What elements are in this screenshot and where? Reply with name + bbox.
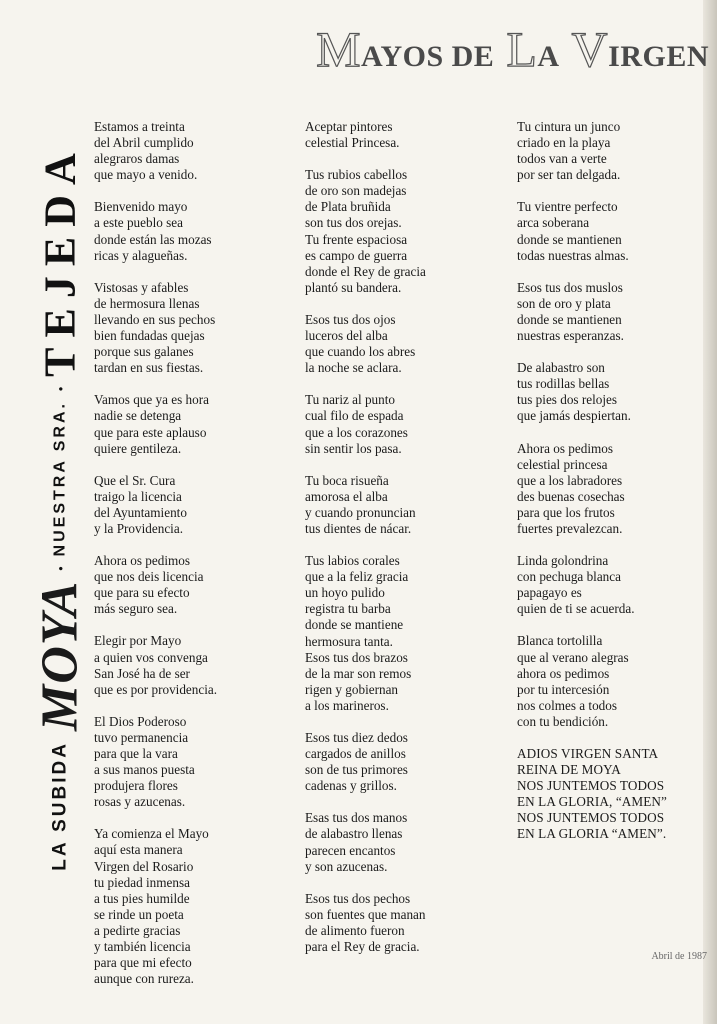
verse-line: a quien vos convenga — [94, 649, 208, 665]
title-initial-l: L — [506, 21, 538, 77]
poem-column-2 — [305, 119, 505, 971]
footer-date: Abril de 1987 — [651, 951, 707, 962]
verse-line: de alabastro llenas — [305, 826, 403, 842]
verse-line: criado en la playa — [517, 135, 611, 151]
verse-line: donde se mantienen — [517, 231, 622, 247]
stanza — [517, 119, 717, 183]
title-word-a: A — [537, 40, 560, 73]
verse-line: Esos tus dos pechos — [305, 890, 411, 906]
side-banner-la-subida: LA SUBIDA — [49, 741, 70, 871]
verse-line: Esos tus diez dedos — [305, 730, 408, 745]
verse-line: tus rodillas bellas — [517, 376, 610, 392]
verse-line: de hermosura llenas — [94, 295, 200, 311]
verse-line: que cuando los abres — [305, 344, 416, 360]
verse-line: sin sentir los pasa. — [305, 440, 402, 456]
stanza — [94, 199, 294, 263]
verse-line: por tu intercesión — [517, 681, 610, 697]
stanza — [517, 441, 717, 538]
stanza — [94, 553, 294, 617]
verse-line: y también licencia — [94, 939, 191, 955]
verse-line: NOS JUNTEMOS TODOS — [517, 778, 665, 794]
verse-line: Tu frente espaciosa — [305, 231, 408, 247]
verse-line: celestial Princesa. — [305, 135, 400, 151]
verse-line: parecen encantos — [305, 842, 396, 858]
verse-line: donde el Rey de gracia — [305, 263, 426, 279]
verse-line: Ahora os pedimos — [517, 440, 613, 456]
stanza — [94, 473, 294, 537]
verse-line: Linda golondrina — [517, 553, 609, 569]
verse-line: para el Rey de gracia. — [305, 939, 420, 955]
verse-line: y la Providencia. — [94, 520, 183, 536]
stanza — [517, 746, 717, 843]
verse-line: son de tus primores — [305, 762, 408, 778]
verse-line: todas nuestras almas. — [517, 247, 629, 263]
verse-line: cadenas y grillos. — [305, 778, 397, 794]
verse-line: Elegir por Mayo — [94, 633, 182, 649]
verse-line: De alabastro son — [517, 360, 605, 376]
verse-line: des buenas cosechas — [517, 488, 625, 504]
verse-line: traigo la licencia — [94, 488, 182, 504]
poem-column-1 — [94, 119, 294, 1003]
verse-line: ahora os pedimos — [517, 665, 610, 681]
verse-line: son fuentes que manan — [305, 906, 426, 922]
verse-line: nuestras esperanzas. — [517, 328, 624, 344]
verse-line: donde están las mozas — [94, 231, 212, 247]
verse-line: es campo de guerra — [305, 247, 408, 263]
verse-line: Tu boca risueña — [305, 472, 389, 488]
title-word-ayos-de: AYOS DE — [361, 40, 495, 73]
verse-line: con tu bendición. — [517, 713, 609, 729]
verse-line: quiere gentileza. — [94, 440, 182, 456]
side-banner — [31, 112, 89, 902]
verse-line: para que los frutos — [517, 504, 615, 520]
verse-line: son tus dos orejas. — [305, 215, 402, 231]
verse-line: Ahora os pedimos — [94, 553, 190, 569]
verse-line: de la mar son remos — [305, 665, 412, 681]
stanza — [305, 473, 505, 537]
verse-line: EN LA GLORIA, “AMEN” — [517, 794, 667, 810]
stanza — [94, 826, 294, 987]
verse-line: a los marineros. — [305, 697, 389, 713]
verse-line: Estamos a treinta — [94, 119, 185, 134]
verse-line: REINA DE MOYA — [517, 762, 621, 778]
stanza — [305, 392, 505, 456]
verse-line: más seguro sea. — [94, 601, 178, 617]
verse-line: que jamás despiertan. — [517, 408, 631, 424]
verse-line: del Ayuntamiento — [94, 504, 187, 520]
verse-line: amorosa el alba — [305, 488, 388, 504]
verse-line: tuvo permanencia — [94, 729, 189, 745]
stanza — [305, 730, 505, 794]
verse-line: Esos tus dos brazos — [305, 649, 408, 665]
verse-line: Esas tus dos manos — [305, 810, 408, 826]
verse-line: Virgen del Rosario — [94, 858, 194, 874]
verse-line: bien fundadas quejas — [94, 328, 205, 344]
verse-line: a tus pies humilde — [94, 890, 190, 906]
stanza — [305, 312, 505, 376]
verse-line: NOS JUNTEMOS TODOS — [517, 810, 665, 826]
verse-line: fuertes prevalezcan. — [517, 520, 623, 536]
verse-line: El Dios Poderoso — [94, 713, 187, 729]
stanza — [305, 119, 505, 151]
verse-line: un hoyo pulido — [305, 585, 385, 601]
verse-line: tardan en sus fiestas. — [94, 360, 204, 376]
verse-line: Tus rubios cabellos — [305, 167, 408, 183]
verse-line: Aceptar pintores — [305, 119, 393, 134]
verse-line: que a la feliz gracia — [305, 569, 409, 585]
verse-line: por ser tan delgada. — [517, 167, 621, 183]
verse-line: aunque con rureza. — [94, 971, 194, 987]
verse-line: que mayo a venido. — [94, 167, 198, 183]
side-banner-tejeda: TEJEDA — [35, 143, 85, 377]
verse-line: Que el Sr. Cura — [94, 472, 176, 488]
verse-line: a sus manos puesta — [94, 762, 195, 778]
verse-line: para que mi efecto — [94, 955, 192, 971]
verse-line: y son azucenas. — [305, 858, 388, 874]
verse-line: Tu nariz al punto — [305, 392, 395, 408]
verse-line: Tu vientre perfecto — [517, 199, 618, 215]
verse-line: donde se mantiene — [305, 617, 404, 633]
verse-line: tus pies dos relojes — [517, 392, 617, 408]
verse-line: Esos tus dos ojos — [305, 311, 396, 327]
stanza — [94, 119, 294, 183]
verse-line: que nos deis licencia — [94, 569, 204, 585]
verse-line: plantó su bandera. — [305, 279, 402, 295]
verse-line: a pedirte gracias — [94, 922, 181, 938]
stanza — [517, 553, 717, 617]
verse-line: rosas y azucenas. — [94, 794, 186, 810]
verse-line: tu piedad inmensa — [94, 874, 190, 890]
verse-line: aquí esta manera — [94, 842, 183, 858]
verse-line: cargados de anillos — [305, 746, 406, 762]
stanza — [305, 167, 505, 296]
verse-line: Tu cintura un junco — [517, 119, 621, 134]
side-banner-moya: MOYA — [31, 580, 89, 732]
verse-line: de alimento fueron — [305, 922, 405, 938]
verse-line: con pechuga blanca — [517, 569, 621, 585]
verse-line: nos colmes a todos — [517, 697, 617, 713]
verse-line: registra tu barba — [305, 601, 391, 617]
verse-line: quien de ti se acuerda. — [517, 601, 635, 617]
title-initial-v: V — [571, 21, 609, 77]
stanza — [94, 714, 294, 811]
stanza — [517, 199, 717, 263]
verse-line: todos van a verte — [517, 151, 607, 167]
title-initial-m: M — [316, 21, 362, 77]
stanza — [94, 392, 294, 456]
verse-line: que a los corazones — [305, 424, 408, 440]
verse-line: la noche se aclara. — [305, 360, 402, 376]
stanza — [305, 810, 505, 874]
verse-line: EN LA GLORIA “AMEN”. — [517, 826, 667, 842]
stanza — [94, 280, 294, 377]
verse-line: papagayo es — [517, 585, 582, 601]
verse-line: de oro son madejas — [305, 183, 407, 199]
verse-line: para que la vara — [94, 746, 178, 761]
verse-line: arca soberana — [517, 215, 590, 231]
verse-line: cual filo de espada — [305, 408, 404, 424]
title-word-irgen: IRGEN — [608, 40, 709, 73]
verse-line: luceros del alba — [305, 328, 388, 344]
verse-line: produjera flores — [94, 778, 178, 794]
verse-line: que al verano alegras — [517, 649, 629, 665]
verse-line: Bienvenido mayo — [94, 199, 188, 215]
verse-line: que para su efecto — [94, 585, 190, 601]
verse-line: donde se mantienen — [517, 311, 622, 327]
stanza — [517, 360, 717, 424]
verse-line: Vamos que ya es hora — [94, 392, 209, 408]
stanza — [94, 633, 294, 697]
verse-line: de Plata bruñida — [305, 199, 391, 215]
verse-line: Blanca tortolilla — [517, 633, 603, 649]
page-title — [316, 20, 709, 78]
stanza — [517, 633, 717, 730]
verse-line: rigen y gobiernan — [305, 681, 399, 697]
verse-line: tus dientes de nácar. — [305, 520, 412, 536]
poem-column-3 — [517, 119, 717, 859]
verse-line: nadie se detenga — [94, 408, 182, 424]
verse-line: celestial princesa — [517, 456, 608, 472]
verse-line: Ya comienza el Mayo — [94, 826, 209, 842]
verse-line: Vistosas y afables — [94, 279, 189, 295]
stanza — [517, 280, 717, 344]
verse-line: son de oro y plata — [517, 295, 611, 311]
stanza — [305, 553, 505, 714]
verse-line: hermosura tanta. — [305, 633, 393, 649]
side-banner-nuestra-sra: NUESTRA SRA. — [51, 401, 68, 557]
side-banner-separator-2: • — [53, 386, 67, 392]
verse-line: alegraros damas — [94, 151, 180, 167]
verse-line: que a los labradores — [517, 472, 623, 488]
verse-line: porque sus galanes — [94, 344, 194, 360]
verse-line: se rinde un poeta — [94, 906, 184, 922]
verse-line: ADIOS VIRGEN SANTA — [517, 746, 659, 761]
verse-line: a este pueblo sea — [94, 215, 183, 231]
verse-line: llevando en sus pechos — [94, 311, 216, 327]
verse-line: Esos tus dos muslos — [517, 279, 623, 295]
verse-line: que es por providencia. — [94, 681, 218, 697]
verse-line: ricas y alagueñas. — [94, 247, 188, 263]
verse-line: San José ha de ser — [94, 665, 190, 681]
stanza — [305, 891, 505, 955]
verse-line: y cuando pronuncian — [305, 504, 416, 520]
verse-line: Tus labios corales — [305, 553, 400, 569]
verse-line: del Abril cumplido — [94, 135, 194, 151]
side-banner-separator: • — [53, 566, 67, 571]
verse-line: que para este aplauso — [94, 424, 207, 440]
